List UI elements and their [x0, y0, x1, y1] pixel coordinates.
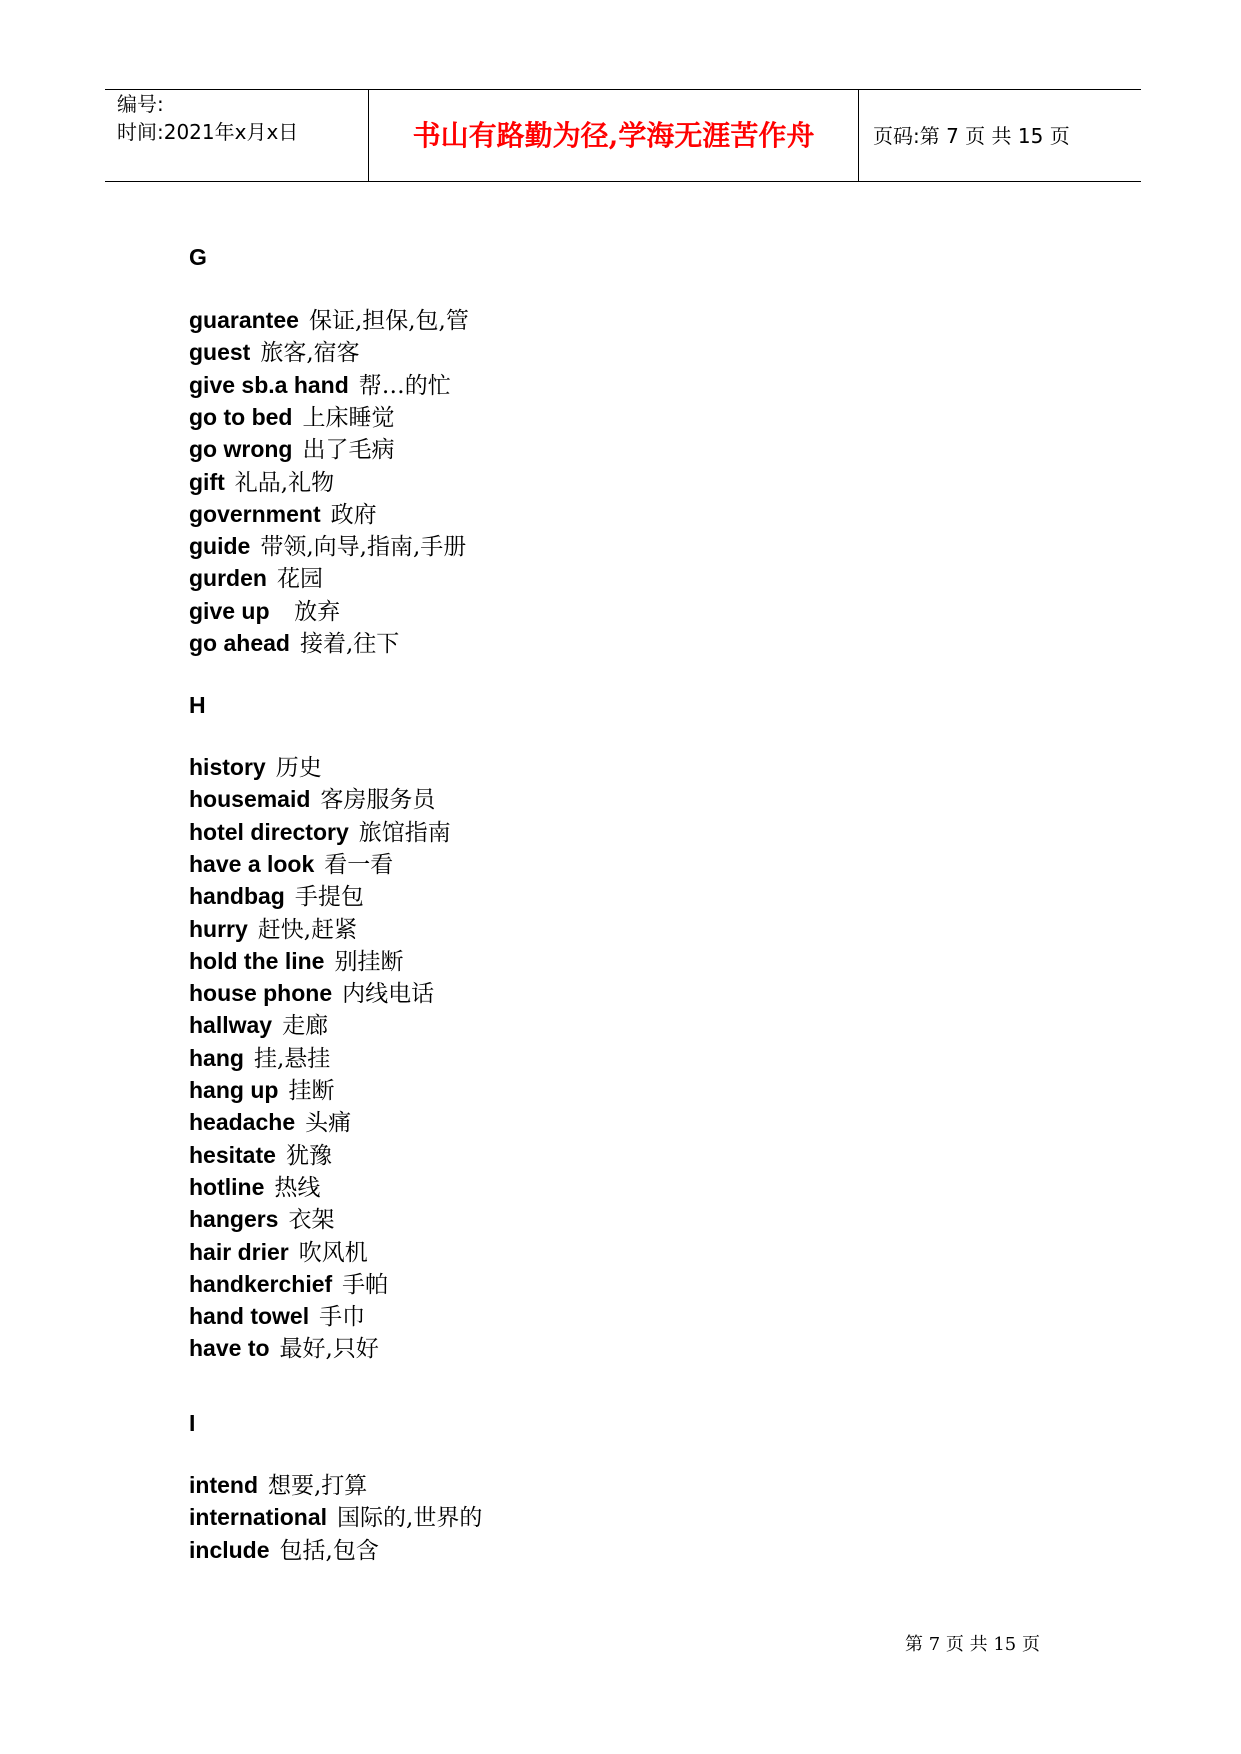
vocab-meaning: 花园: [276, 566, 323, 593]
vocab-entry: [189, 435, 394, 464]
vocab-term: guide: [189, 533, 251, 560]
header-page-number: 页码:第 7 页 共 15 页: [873, 124, 1070, 148]
vocab-entry: [189, 1108, 351, 1137]
vocab-meaning: 带领,向导,指南,手册: [260, 534, 467, 561]
vocab-meaning: 犹豫: [285, 1142, 332, 1169]
vocab-meaning: 出了毛病: [302, 437, 395, 464]
vocab-term: go ahead: [189, 630, 290, 656]
vocab-entry: [189, 915, 357, 944]
header-page-cell: [859, 90, 1141, 181]
vocab-entry: [189, 882, 364, 911]
vocab-meaning: 上床睡觉: [302, 404, 395, 431]
vocab-term: go to bed: [189, 403, 293, 430]
vocab-term: handbag: [189, 883, 285, 910]
vocab-term: include: [189, 1536, 270, 1563]
vocab-term: government: [189, 500, 321, 527]
vocab-term: hair drier: [189, 1238, 289, 1265]
vocab-meaning: 包括,包含: [279, 1537, 379, 1564]
vocab-entry: [189, 1238, 368, 1267]
vocab-term: guarantee: [189, 307, 299, 333]
vocab-entry: [189, 371, 451, 400]
header-info-cell: [105, 90, 369, 181]
vocab-meaning: 客房服务员: [320, 787, 436, 814]
vocab-meaning: 帮…的忙: [358, 372, 451, 399]
vocab-entry: [189, 1044, 330, 1073]
vocab-meaning: 想要,打算: [268, 1473, 368, 1499]
vocab-term: go wrong: [189, 436, 293, 463]
vocab-meaning: 接着,往下: [299, 631, 400, 657]
vocab-meaning: 最好,只好: [279, 1336, 379, 1363]
vocab-entry: [189, 850, 393, 879]
vocab-entry: [189, 629, 399, 658]
vocab-meaning: 赶快,赶紧: [257, 916, 358, 943]
vocab-term: handkerchief: [189, 1270, 333, 1297]
vocab-term: guest: [189, 339, 251, 366]
vocab-meaning: 别挂断: [334, 948, 404, 975]
section-letter: I: [189, 1410, 196, 1436]
vocab-term: have to: [189, 1335, 270, 1362]
vocab-entry: [189, 532, 466, 561]
vocab-term: hallway: [189, 1012, 273, 1039]
document-date-label: 时间:2021年x月x日: [117, 120, 299, 144]
vocab-term: house phone: [189, 980, 333, 1007]
vocab-meaning: 保证,担保,包,管: [308, 308, 469, 334]
vocab-term: hold the line: [189, 947, 325, 974]
vocab-meaning: 挂,悬挂: [253, 1045, 331, 1072]
vocab-entry: [189, 1334, 379, 1363]
vocab-term: gurden: [189, 565, 267, 592]
vocab-entry: [189, 1302, 365, 1331]
vocab-entry: [189, 818, 451, 847]
vocab-entry: [189, 947, 403, 976]
vocab-meaning: 手巾: [319, 1304, 366, 1331]
vocab-meaning: 手提包: [294, 884, 364, 911]
vocab-meaning: 旅客,宿客: [260, 340, 360, 367]
vocab-meaning: 看一看: [324, 851, 394, 878]
vocab-entry: [189, 785, 435, 814]
vocab-meaning: 放弃: [279, 598, 341, 625]
motto-text: 书山有路勤为径,学海无涯苦作舟: [412, 119, 815, 152]
vocab-entry: [189, 306, 469, 335]
vocab-term: give up: [189, 597, 270, 624]
vocab-term: international: [189, 1504, 328, 1531]
vocab-entry: [189, 1141, 332, 1170]
section-letter: H: [189, 692, 206, 718]
vocab-meaning: 旅馆指南: [358, 819, 451, 846]
vocab-term: hang up: [189, 1077, 279, 1103]
vocab-meaning: 政府: [330, 501, 377, 528]
vocab-term: housemaid: [189, 786, 311, 813]
vocab-term: hurry: [189, 915, 248, 942]
vocab-entry: [189, 338, 360, 367]
vocab-meaning: 走廊: [282, 1013, 329, 1040]
vocab-term: give sb.a hand: [189, 371, 349, 398]
vocab-entry: [189, 1011, 328, 1040]
vocab-term: hotel directory: [189, 818, 349, 845]
vocab-meaning: 礼品,礼物: [234, 469, 335, 496]
vocab-entry: [189, 403, 394, 432]
vocab-meaning: 手帕: [342, 1271, 389, 1298]
vocab-meaning: 热线: [274, 1174, 321, 1201]
vocab-entry: [189, 468, 334, 497]
vocab-meaning: 国际的,世界的: [337, 1505, 483, 1532]
vocab-term: hang: [189, 1044, 244, 1071]
vocab-entry: [189, 1270, 388, 1299]
vocab-entry: [189, 500, 377, 529]
vocab-entry: [189, 979, 434, 1008]
vocab-meaning: 挂断: [288, 1078, 335, 1104]
vocab-entry: [189, 1503, 482, 1532]
vocab-term: hangers: [189, 1206, 279, 1233]
vocab-term: intend: [189, 1472, 258, 1498]
vocab-term: history: [189, 754, 266, 780]
header-table: [105, 89, 1141, 182]
section-letter: G: [189, 244, 207, 270]
vocab-term: hand towel: [189, 1303, 310, 1330]
vocab-entry: [189, 564, 323, 593]
vocab-entry: [189, 753, 322, 782]
header-motto-cell: [369, 90, 859, 181]
vocab-meaning: 吹风机: [298, 1239, 368, 1266]
vocab-meaning: 历史: [275, 755, 322, 781]
vocab-term: gift: [189, 468, 225, 495]
vocab-meaning: 内线电话: [342, 981, 435, 1008]
vocab-term: have a look: [189, 850, 315, 877]
vocab-meaning: 衣架: [288, 1207, 335, 1234]
document-number-label: 编号:: [117, 92, 164, 116]
vocab-entry: [189, 597, 340, 626]
footer-page-number: 第 7 页 共 15 页: [905, 1634, 1040, 1655]
vocab-entry: [189, 1173, 320, 1202]
vocab-term: hotline: [189, 1173, 265, 1200]
vocab-entry: [189, 1471, 367, 1500]
vocab-term: headache: [189, 1109, 296, 1136]
vocab-meaning: 头痛: [305, 1110, 352, 1137]
vocab-entry: [189, 1076, 334, 1105]
vocab-entry: [189, 1536, 379, 1565]
vocab-entry: [189, 1205, 334, 1234]
vocab-term: hesitate: [189, 1141, 276, 1168]
